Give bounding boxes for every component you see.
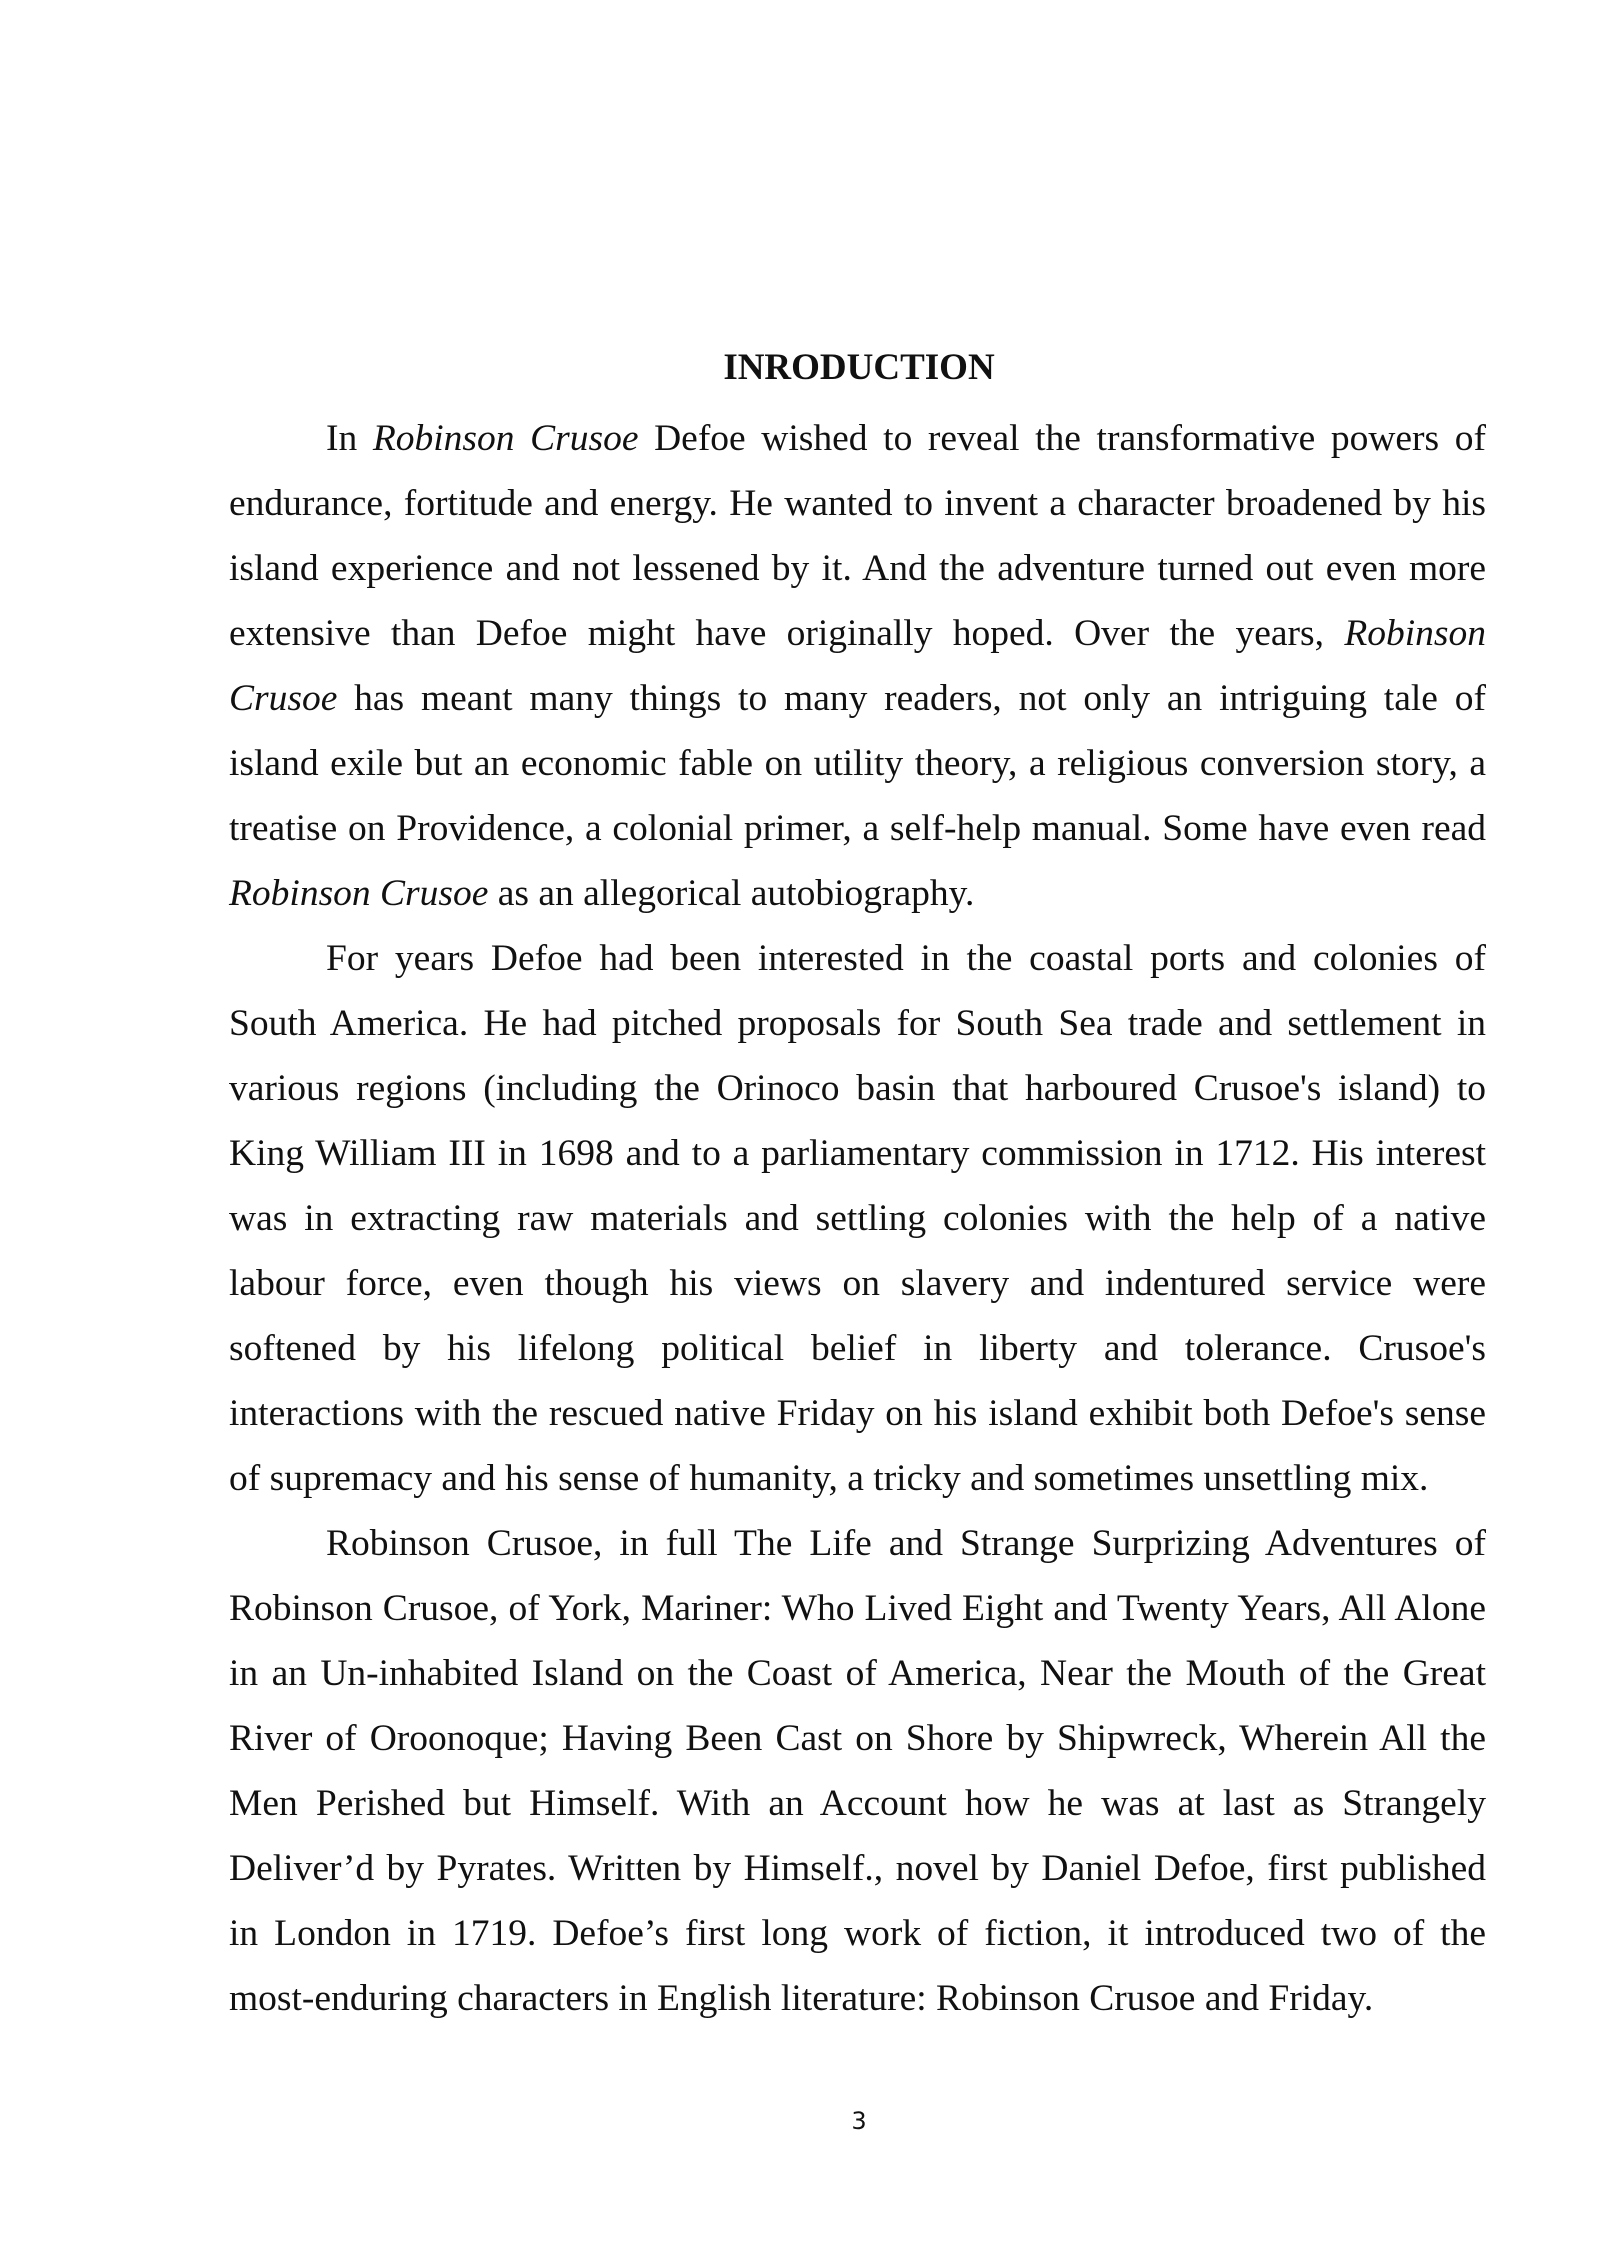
italic-title: Robinson Crusoe	[229, 613, 1486, 719]
paragraph-3	[229, 1511, 1486, 2031]
text-segment: has meant many things to many readers, not only an intriguing tale of island exile but an economic fable on utility theory, a religious conversion story, a treatise on Providence, a colonial primer, a self-help manual. Some have even read	[229, 678, 1486, 849]
text-segment: For years Defoe had been interested in the coastal ports and colonies of South America. He had pitched proposals for South Sea trade and settlement in various regions (including the Orinoco basin that harboured Crusoe's island) to King William III in 1698 and to a parliamentary commission in 1712. His interest was in extracting raw materials and settling colonies with the help of a native labour force, even though his views on slavery and indentured service were softened by his lifelong political belief in liberty and tolerance. Crusoe's interactions with the rescued native Friday on his island exhibit both Defoe's sense of supremacy and his sense of humanity, a tricky and sometimes unsettling mix.	[229, 938, 1486, 1499]
italic-title: Robinson Crusoe	[372, 418, 639, 459]
body-text	[229, 406, 1486, 2031]
page-heading: INRODUCTION	[723, 347, 995, 388]
text-segment: Defoe wished to reveal the transformative powers of endurance, fortitude and energy. He wanted to invent a character broadened by his island experience and not lessened by it. And the adventure turned out even more extensive than Defoe might have originally hoped. Over the years,	[229, 418, 1486, 654]
paragraph-2	[229, 926, 1486, 1511]
italic-title: Robinson Crusoe	[229, 873, 489, 914]
text-segment: Robinson Crusoe, in full The Life and Strange Surprizing Adventures of Robinson Crusoe, of York, Mariner: Who Lived Eight and Twenty Years, All Alone in an Un-inhabited Island on the Coast of America, Near the Mouth of the Great River of Oroonoque; Having Been Cast on Shore by Shipwreck, Wherein All the Men Perished but Himself. With an Account how he was at last as Strangely Deliver’d by Pyrates. Written by Himself., novel by Daniel Defoe, first published in London in 1719. Defoe’s first long work of fiction, it introduced two of the most-enduring characters in English literature: Robinson Crusoe and Friday.	[229, 1523, 1486, 2019]
paragraph-1	[229, 406, 1486, 926]
text-segment: In	[326, 418, 373, 459]
text-segment: as an allegorical autobiography.	[488, 873, 975, 914]
page-number: 3	[851, 2107, 867, 2135]
